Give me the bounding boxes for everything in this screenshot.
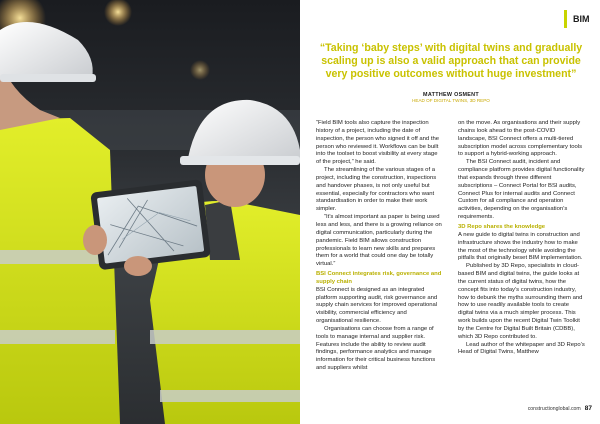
body-paragraph: BSI Connect is designed as an integrated platform supporting audit, risk governance and supply chain services for improved operational visibility, commercial efficiency and organisational resilience. [316,286,438,325]
page-footer [500,405,592,412]
subheading: 3D Repo shares the knowledge [458,223,546,230]
body-paragraph: A new guide to digital twins in construction and infrastructure shows the industry how to make the most of the technology while avoiding the pitfalls that originally beset BIM implementation. [458,231,583,262]
body-paragraph: Lead author of the whitepaper and 3D Repo’s Head of Digital Twins, Matthew [458,341,585,356]
author-name: MATTHEW OSMENT [423,92,479,98]
body-paragraph: “Field BIM tools also capture the inspection history of a project, including the date of inspection, the person who signed it off and the person who reviewed it. Workflows can be built into the toolset to boost visibility at every stage of the project,” he said. [316,120,440,166]
author-role: HEAD OF DIGITAL TWINS, 3D REPO [412,98,490,103]
body-paragraph: “It’s almost important as paper is being used less and less, and there is a growing reliance on digital communication, particularly during the pandemic. Field BIM allows construction professionals to learn new skills and prepares them for a world that could one day be totally virtual.” [316,214,442,268]
body-paragraph: The BSI Connect audit, incident and compliance platform provides digital functionality that expands through three different subscriptions – Connect Portal for BSI audits, Connect Plus for internal audits and Connect Custom for all compliance and operation activities, depending on the organisation’s requirements. [458,159,585,221]
body-paragraph: The streamlining of the various stages of a project, including the construction, inspections and handover phases, is not only useful but essential, especially for contractors who want standardisation in order to make their work simpler. [316,167,437,213]
subheading: BSI Connect integrates risk, governance and supply chain [316,271,442,285]
body-paragraph: Organisations can choose from a range of tools to manage internal and supplier risk. Features include the ability to review audit findings, performance analytics and manage information for their critical business functions and suppliers whilst [316,325,436,372]
quote-attribution [316,92,586,104]
pull-quote: “Taking ‘baby steps’ with digital twins and gradually scaling up is also a valid approach that can provide very positive outcomes without huge investment” [319,42,583,81]
body-column-left [316,120,443,373]
body-column-right [458,120,585,357]
body-paragraph: on the move. As organisations and their supply chains look ahead to the post-COVID landscape, BSI Connect offers a multi-tiered subscription model across complementary tools to support a hybrid-working approach. [458,120,583,158]
section-tag: BIM [564,10,600,28]
footer-website: constructionglobal.com [527,406,581,412]
body-paragraph: Published by 3D Repo, specialists in cloud-based BIM and digital twins, the guide looks at the current status of digital twins, how the concept fits into today’s construction industry, how to debunk the myths surrounding them and how to use readily available tools to create digital twins via a much simpler process. This work builds upon the recent Digital Twin Toolkit by the Centre for Digital Built Britain (CDBB), which 3D Repo contributed to. [458,263,583,340]
page-number: 87 [584,405,592,412]
